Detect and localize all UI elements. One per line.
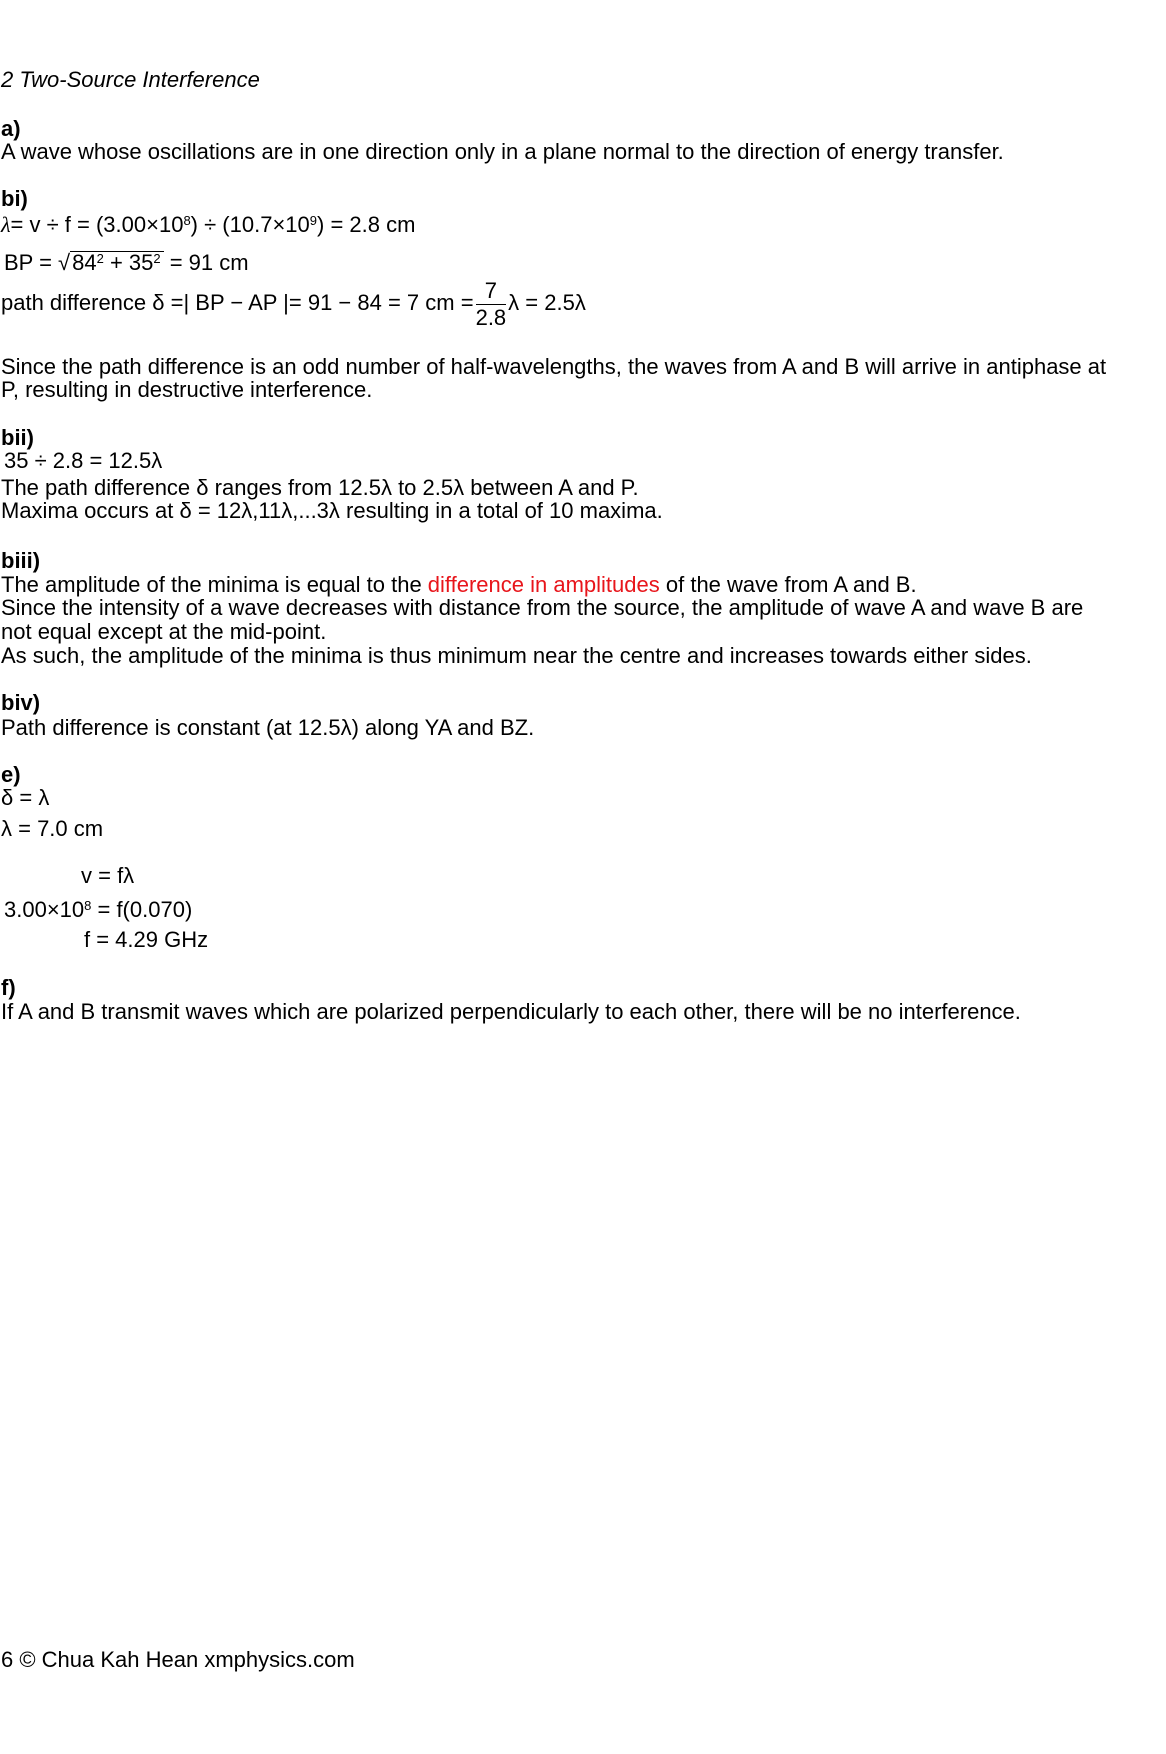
bii-equation: 35 ÷ 2.8 = 12.5λ — [4, 448, 163, 473]
biii-line4: As such, the amplitude of the minima is thus minimum near the centre and increases towards either sides. — [1, 643, 1032, 668]
e-eq4-b: = f(0.070) — [91, 897, 193, 922]
radicand-b-square: 2 — [153, 251, 161, 266]
e-eq4-exp: 8 — [84, 898, 92, 913]
bi-equation-bp — [1, 250, 249, 276]
bi-eq1-exp1: 8 — [183, 213, 191, 228]
e-eq2: λ = 7.0 cm — [1, 816, 104, 841]
bi-eq1-mid: ) ÷ (10.7×10 — [190, 212, 310, 237]
bi-eq3-end: λ = 2.5λ — [508, 290, 586, 315]
radicand-a-square: 2 — [96, 251, 104, 266]
biii-line1-pre: The amplitude of the minima is equal to the — [1, 572, 428, 597]
e-eq5: f = 4.29 GHz — [84, 927, 209, 952]
fraction-denominator: 2.8 — [475, 304, 507, 330]
sqrt-sign-icon: √ — [58, 250, 71, 275]
bi-eq2-lhs: BP = — [4, 250, 59, 275]
bii-line1: The path difference δ ranges from 12.5λ to 2.5λ between A and P. — [1, 475, 639, 500]
e-eq3: v = fλ — [81, 863, 135, 888]
heading-bii: bii) — [1, 425, 34, 450]
bi-conclusion-line2: P, resulting in destructive interference. — [1, 377, 373, 402]
fraction-numerator: 7 — [476, 278, 507, 305]
bi-radicand — [70, 251, 164, 274]
bi-equation-path-difference — [1, 277, 586, 331]
radicand-a: 84 — [72, 250, 97, 275]
heading-biii: biii) — [1, 548, 41, 573]
biii-line3: not equal except at the mid-point. — [1, 619, 327, 644]
highlighted-phrase: difference in amplitudes — [427, 572, 660, 597]
bi-eq1-rhs: = v ÷ f = (3.00×10 — [10, 212, 184, 237]
heading-e: e) — [1, 762, 21, 787]
e-eq4-a: 3.00×10 — [4, 897, 85, 922]
e-eq1: δ = λ — [1, 785, 50, 810]
bi-conclusion-line1: Since the path difference is an odd number of half-wavelengths, the waves from A and B will arrive in antiphase at — [1, 354, 1107, 379]
bi-fraction — [476, 278, 507, 331]
bii-line2: Maxima occurs at δ = 12λ,11λ,...3λ resulting in a total of 10 maxima. — [1, 498, 663, 523]
biii-line1-post: of the wave from A and B. — [659, 572, 917, 597]
heading-bi: bi) — [1, 186, 28, 211]
lambda-symbol: λ — [1, 212, 11, 237]
e-eq4 — [4, 897, 192, 923]
bi-eq3-label: path difference — [1, 290, 153, 315]
page-footer: 6 © Chua Kah Hean xmphysics.com — [1, 1647, 355, 1672]
heading-biv: biv) — [1, 690, 41, 715]
answer-a-text: A wave whose oscillations are in one direction only in a plane normal to the direction of energy transfer. — [1, 139, 1004, 164]
biii-line2: Since the intensity of a wave decreases with distance from the source, the amplitude of wave A and wave B are — [1, 595, 1084, 620]
bi-eq1-exp2: 9 — [309, 213, 317, 228]
section-title: 2 Two-Source Interference — [1, 67, 260, 92]
heading-f: f) — [1, 975, 16, 1000]
bi-eq2-rhs: = 91 cm — [163, 250, 249, 275]
bi-equation-wavelength — [1, 212, 415, 238]
f-text: If A and B transmit waves which are polarized perpendicularly to each other, there will be no interference. — [1, 999, 1021, 1024]
biv-text: Path difference is constant (at 12.5λ) along YA and BZ. — [1, 715, 535, 740]
bi-eq3-mid: δ =| BP − AP |= 91 − 84 = 7 cm = — [152, 290, 474, 315]
heading-a: a) — [1, 116, 21, 141]
bi-eq1-end: ) = 2.8 cm — [317, 212, 416, 237]
radicand-b: + 35 — [103, 250, 154, 275]
